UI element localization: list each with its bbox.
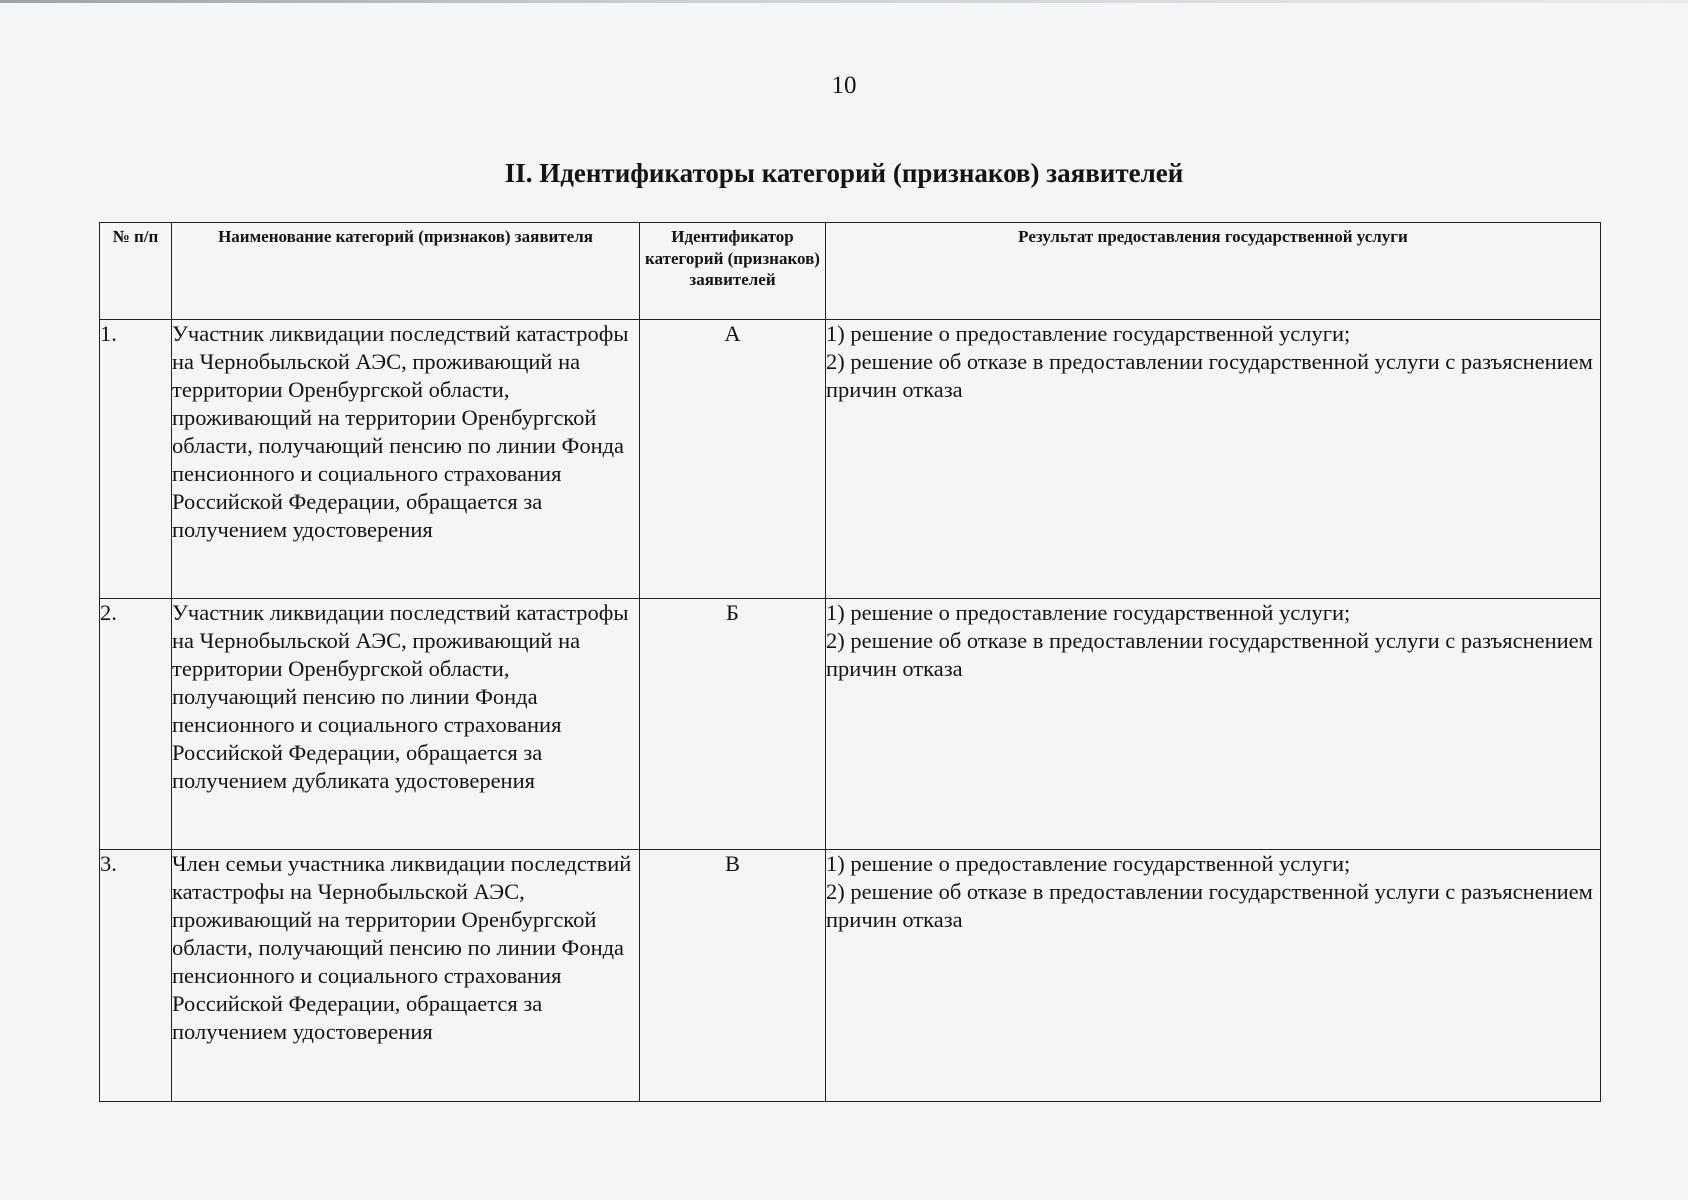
- header-result: Результат предоставления государственной услуги: [826, 223, 1601, 320]
- row-category-name: Участник ликвидации последствий катастрофы на Чернобыльской АЭС, проживающий на территории Оренбургской области, получающий пенсию по линии Фонда пенсионного и социального страхования Российской Федерации, обращается за получением дубликата удостоверения: [172, 599, 640, 850]
- row-category-name: Участник ликвидации последствий катастрофы на Чернобыльской АЭС, проживающий на территории Оренбургской области, проживающий на территории Оренбургской области, получающий пенсию по линии Фонда пенсионного и социального страхования Российской Федерации, обращается за получением удостоверения: [172, 320, 640, 599]
- result-line: 2) решение об отказе в предоставлении государственной услуги с разъяснением причин отказа: [826, 349, 1593, 402]
- result-line: 1) решение о предоставление государственной услуги;: [826, 600, 1351, 625]
- row-identifier: Б: [640, 599, 826, 850]
- result-line: 2) решение об отказе в предоставлении государственной услуги с разъяснением причин отказа: [826, 628, 1593, 681]
- row-number: 2.: [100, 599, 172, 850]
- table-row: [100, 850, 1601, 1102]
- result-line: 2) решение об отказе в предоставлении государственной услуги с разъяснением причин отказа: [826, 879, 1593, 932]
- row-identifier: А: [640, 320, 826, 599]
- row-result: [826, 320, 1601, 599]
- section-title: II. Идентификаторы категорий (признаков) заявителей: [504, 158, 1184, 188]
- table-row: [100, 320, 1601, 599]
- row-result: [826, 850, 1601, 1102]
- row-category-name: Член семьи участника ликвидации последствий катастрофы на Чернобыльской АЭС, проживающий на территории Оренбургской области, получающий пенсию по линии Фонда пенсионного и социального страхования Российской Федерации, обращается за получением удостоверения: [172, 850, 640, 1102]
- result-line: 1) решение о предоставление государственной услуги;: [826, 851, 1351, 876]
- header-number: № п/п: [100, 223, 172, 320]
- header-name: Наименование категорий (признаков) заявителя: [172, 223, 640, 320]
- categories-table: [99, 222, 1601, 1102]
- result-line: 1) решение о предоставление государственной услуги;: [826, 321, 1351, 346]
- row-number: 1.: [100, 320, 172, 599]
- row-identifier: В: [640, 850, 826, 1102]
- table-row: [100, 599, 1601, 850]
- scan-edge: [0, 0, 1688, 3]
- page-number: 10: [831, 72, 857, 99]
- header-identifier: Идентификатор категорий (признаков) заявителей: [640, 223, 826, 320]
- row-number: 3.: [100, 850, 172, 1102]
- row-result: [826, 599, 1601, 850]
- table-header-row: [100, 223, 1601, 320]
